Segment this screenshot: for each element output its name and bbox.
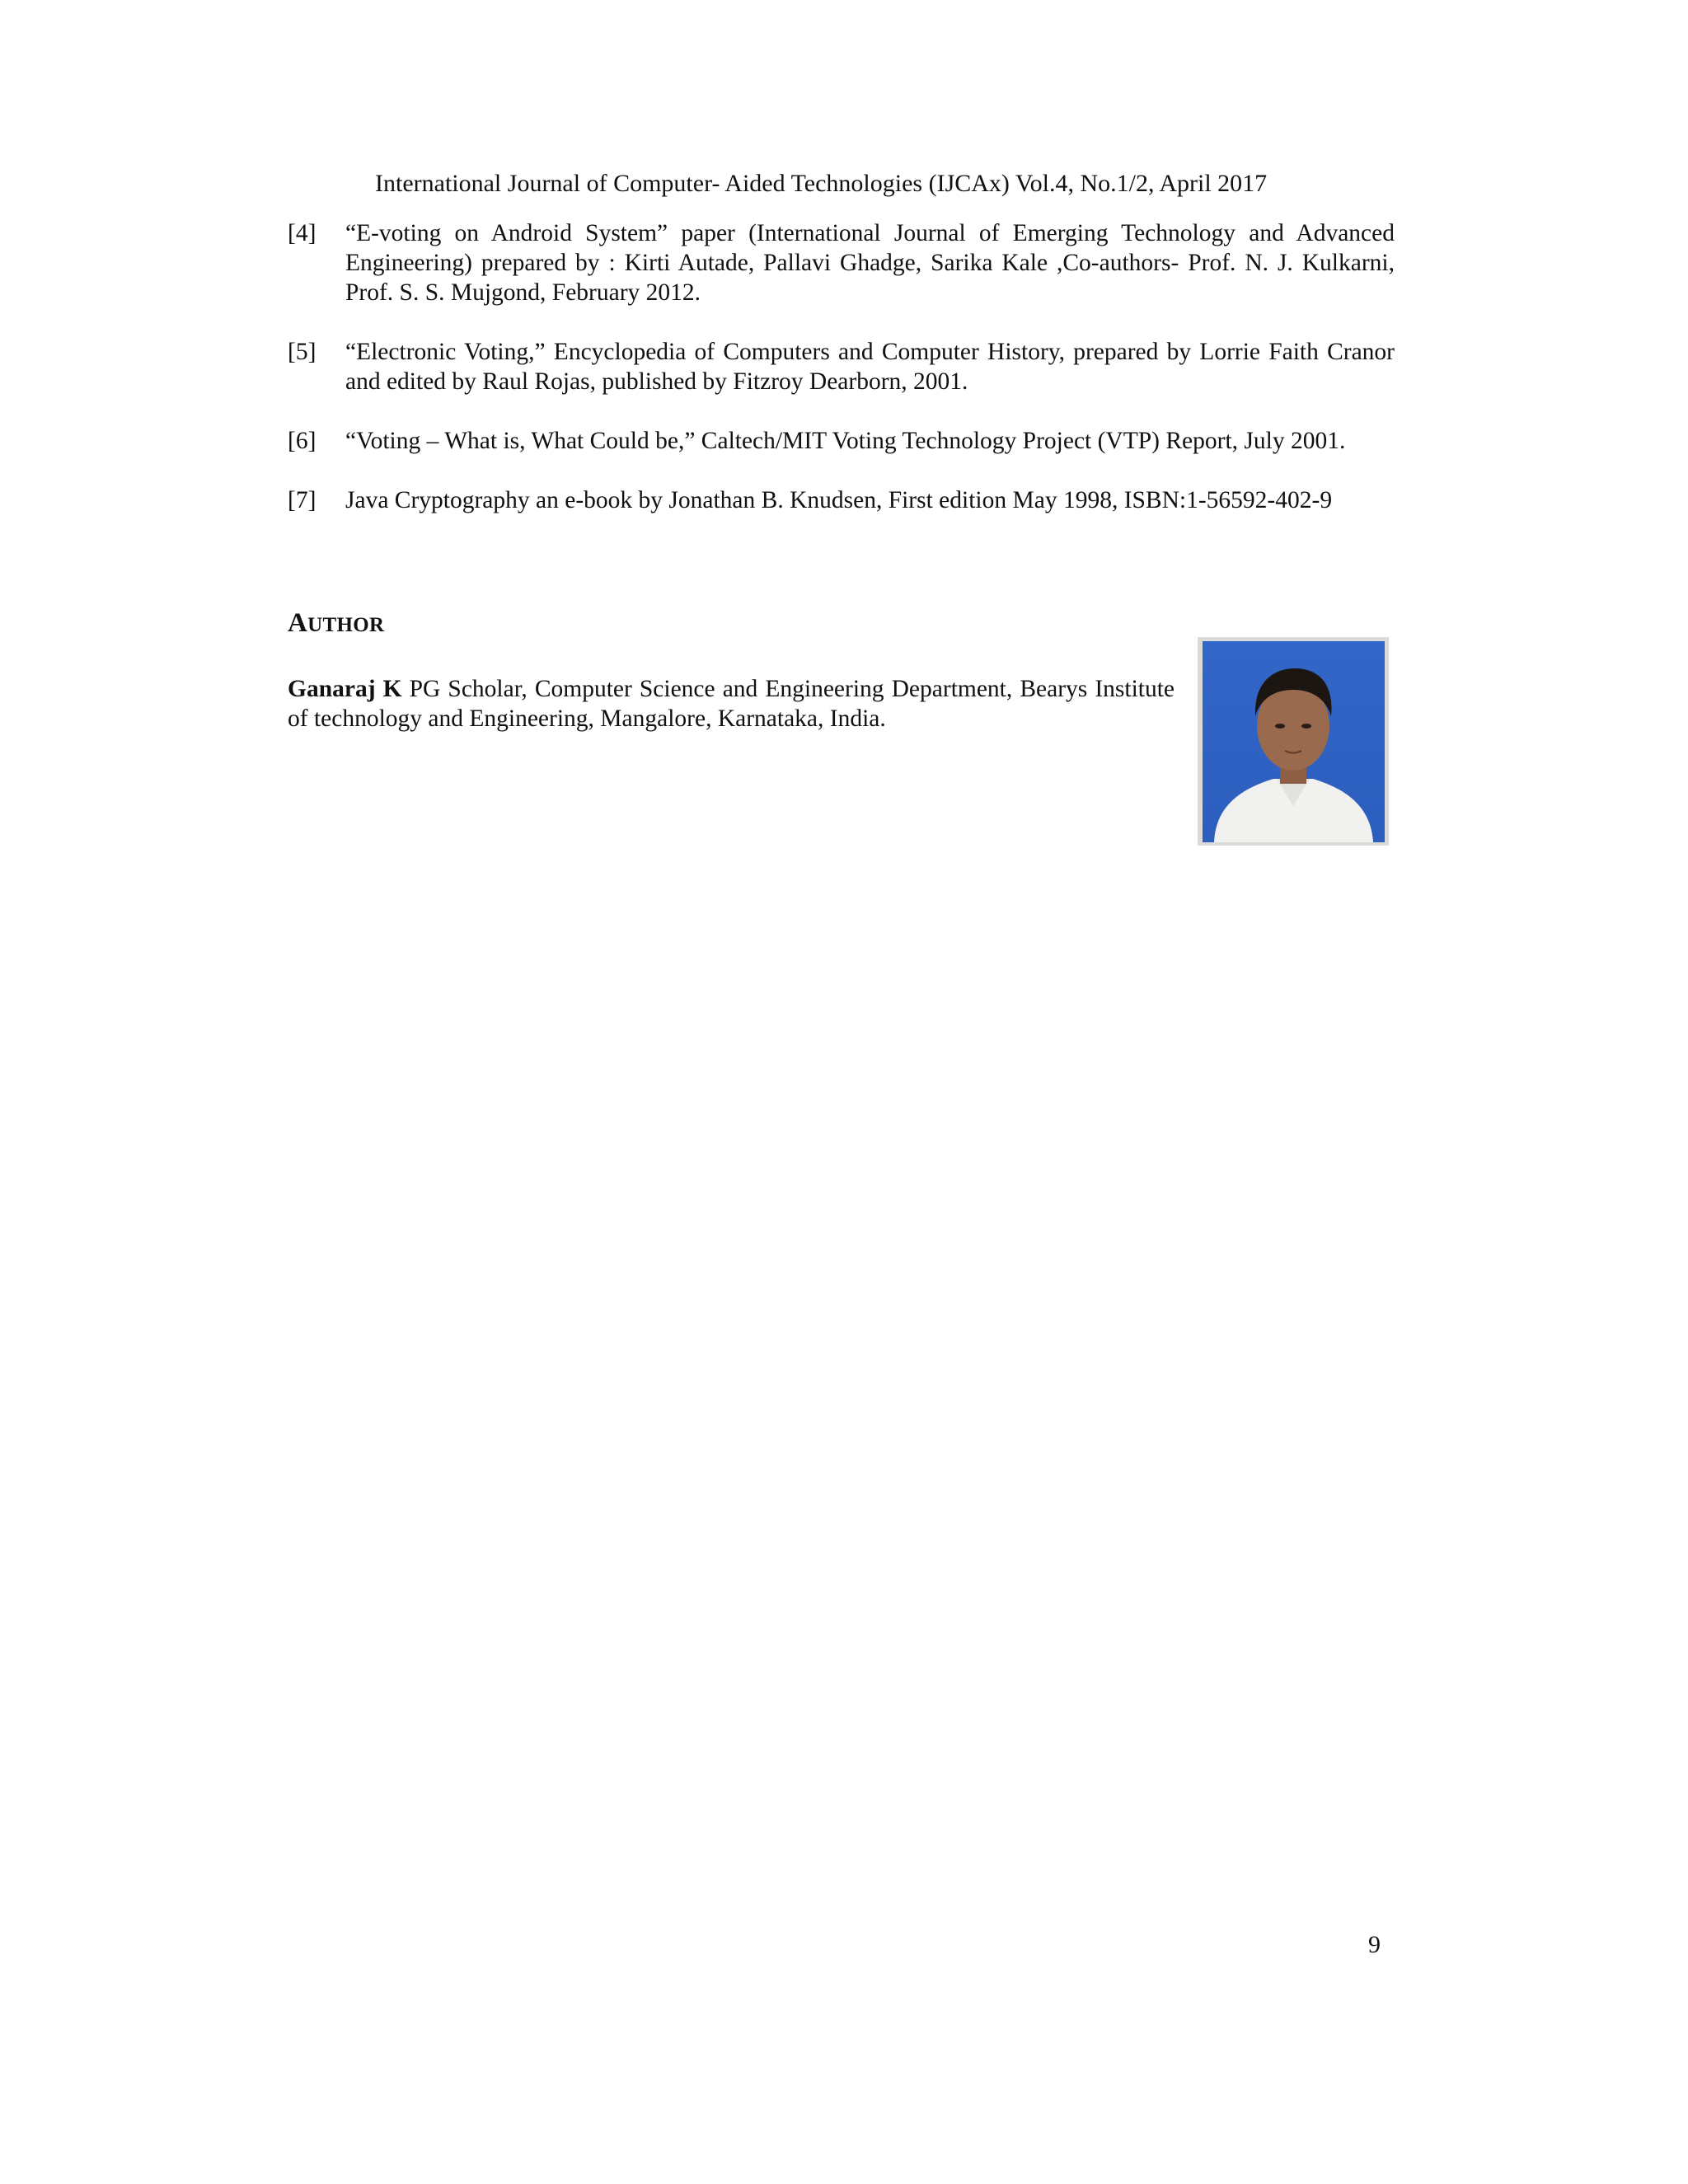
- author-portrait-image: [1198, 637, 1389, 846]
- author-bio: [288, 674, 1175, 733]
- author-photo: [1198, 637, 1389, 846]
- reference-text: Java Cryptography an e-book by Jonathan B. Knudsen, First edition May 1998, ISBN:1-56592-402-9: [345, 487, 1333, 513]
- author-bio-text: PG Scholar, Computer Science and Engineering Department, Bearys Institute of technology and Engineering, Mangalore, Karnataka, India.: [288, 676, 1175, 732]
- reference-item: [288, 337, 1395, 396]
- reference-number: [7]: [288, 487, 316, 513]
- reference-number: [5]: [288, 339, 316, 365]
- reference-text: “E-voting on Android System” paper (International Journal of Emerging Technology and Advanced Engineering) prepared by : Kirti Autade, Pallavi Ghadge, Sarika Kale ,Co-authors- Prof. N. J. Kulkarni, Prof. S. S. Mujgond, February 2012.: [345, 220, 1395, 306]
- reference-item: [288, 485, 1395, 515]
- reference-text: “Electronic Voting,” Encyclopedia of Computers and Computer History, prepared by Lorrie Faith Cranor and edited by Raul Rojas, published by Fitzroy Dearborn, 2001.: [345, 339, 1395, 395]
- author-name: Ganaraj K: [288, 676, 402, 702]
- reference-item: [288, 218, 1395, 307]
- author-section-heading: [288, 608, 384, 640]
- author-heading-rest: UTHOR: [307, 614, 385, 636]
- reference-number: [6]: [288, 428, 316, 454]
- reference-item: [288, 426, 1395, 456]
- page-number: 9: [1368, 1931, 1381, 1958]
- running-header: International Journal of Computer- Aided Technologies (IJCAx) Vol.4, No.1/2, April 2017: [375, 170, 1268, 197]
- reference-list: [288, 218, 1395, 515]
- reference-number: [4]: [288, 220, 316, 246]
- reference-text: “Voting – What is, What Could be,” Caltech/MIT Voting Technology Project (VTP) Report, July 2001.: [345, 428, 1346, 454]
- author-heading-initial: A: [288, 608, 308, 638]
